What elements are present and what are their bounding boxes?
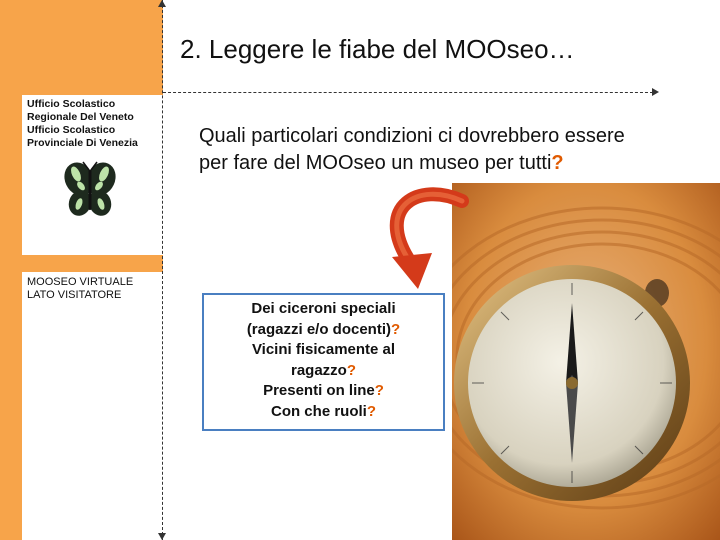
museum-line: MOOSEO VIRTUALE: [27, 276, 134, 288]
office-line: Ufficio Scolastico: [27, 124, 116, 136]
question-mark: ?: [366, 402, 376, 420]
museum-label: [27, 276, 161, 302]
sidebar: [0, 0, 163, 540]
butterfly-icon: [58, 160, 122, 220]
question-mark: ?: [374, 382, 384, 399]
office-name: [27, 98, 161, 150]
answer-line: [204, 361, 443, 382]
question-text: [199, 123, 629, 177]
answer-line-text: Dei ciceroni speciali: [251, 300, 396, 317]
answer-line-text: Vicini fisicamente al: [251, 341, 396, 358]
answer-line: [204, 299, 443, 320]
office-line: Regionale Del Veneto: [27, 111, 134, 123]
question-mark: ?: [551, 152, 564, 174]
sidebar-bottom-panel: [22, 272, 163, 540]
answer-line-text: Con che ruoli: [270, 402, 367, 420]
answer-line: [204, 340, 443, 361]
curved-arrow-icon: [370, 185, 490, 295]
answer-line-text: ragazzo: [290, 361, 347, 379]
answer-line: [204, 402, 443, 423]
answer-line: [204, 381, 443, 402]
horizontal-divider: [163, 92, 653, 93]
museum-line: LATO VISITATORE: [27, 289, 122, 301]
question-mark: ?: [346, 361, 357, 379]
answer-box: [202, 293, 445, 431]
office-line: Provinciale Di Venezia: [27, 137, 138, 149]
office-line: Ufficio Scolastico: [27, 98, 116, 110]
slide-title: 2. Leggere le fiabe del MOOseo…: [180, 34, 575, 64]
question-body: Quali particolari condizioni ci dovrebbero essere per fare del MOOseo un museo per tutti: [199, 125, 625, 174]
vertical-divider: [162, 0, 163, 540]
arrow-down-icon: [158, 533, 166, 540]
arrow-up-icon: [158, 0, 166, 7]
compass-photo: [452, 183, 720, 540]
question-mark: ?: [391, 320, 401, 338]
answer-line: [204, 320, 443, 341]
answer-line-text: Presenti on line: [263, 382, 375, 399]
arrow-right-icon: [652, 88, 659, 96]
answer-line-text: (ragazzi e/o docenti): [246, 320, 391, 338]
